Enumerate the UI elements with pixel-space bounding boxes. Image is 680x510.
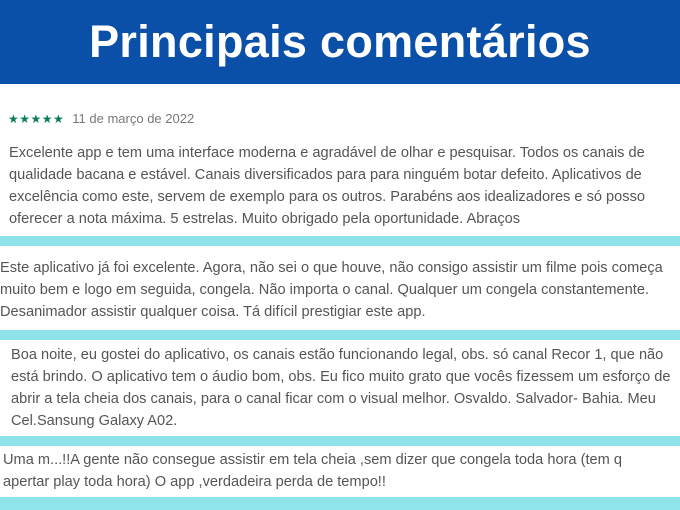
- review-text: Excelente app e tem uma interface moderna e agradável de olhar e pesquisar. Todos os canais de qualidade bacana e estável. Canais diversificados para para ninguém botar defeito. Aplicativos de excelência como este, servem de exemplo para os outros. Parabéns aos idealizadores e só posso oferecer a nota máxima. 5 estrelas. Muito obrigado pela oportunidade. Abraços: [9, 145, 645, 227]
- review-meta: [8, 111, 194, 126]
- separator: [0, 330, 680, 340]
- review-date: 11 de março de 2022: [72, 111, 195, 126]
- star-rating-icon: ★★★★★: [8, 111, 65, 126]
- header-banner: [0, 0, 680, 84]
- page-title: Principais comentários: [89, 16, 591, 67]
- separator: [0, 436, 680, 446]
- review-text: Boa noite, eu gostei do aplicativo, os canais estão funcionando legal, obs. só canal Recor 1, que não está brindo. O aplicativo tem o áudio bom, obs. Eu fico muito grato que vocês fizessem um esforço de abrir a tela cheia dos canais, para o canal ficar com o visual melhor. Osvaldo. Salvador- Bahia. Meu Cel.Sansung Galaxy A02.: [11, 347, 671, 429]
- separator: [0, 497, 680, 510]
- review-text: Uma m...!!A gente não consegue assistir em tela cheia ,sem dizer que congela toda hora (tem q apertar play toda hora) O app ,verdadeira perda de tempo!!: [3, 452, 622, 490]
- separator: [0, 236, 680, 246]
- review-text: Este aplicativo já foi excelente. Agora, não sei o que houve, não consigo assistir um filme pois começa muito bem e logo em seguida, congela. Não importa o canal. Qualquer um congela constantemente. Desanimador assistir qualquer coisa. Tá difícil prestigiar este app.: [0, 260, 663, 320]
